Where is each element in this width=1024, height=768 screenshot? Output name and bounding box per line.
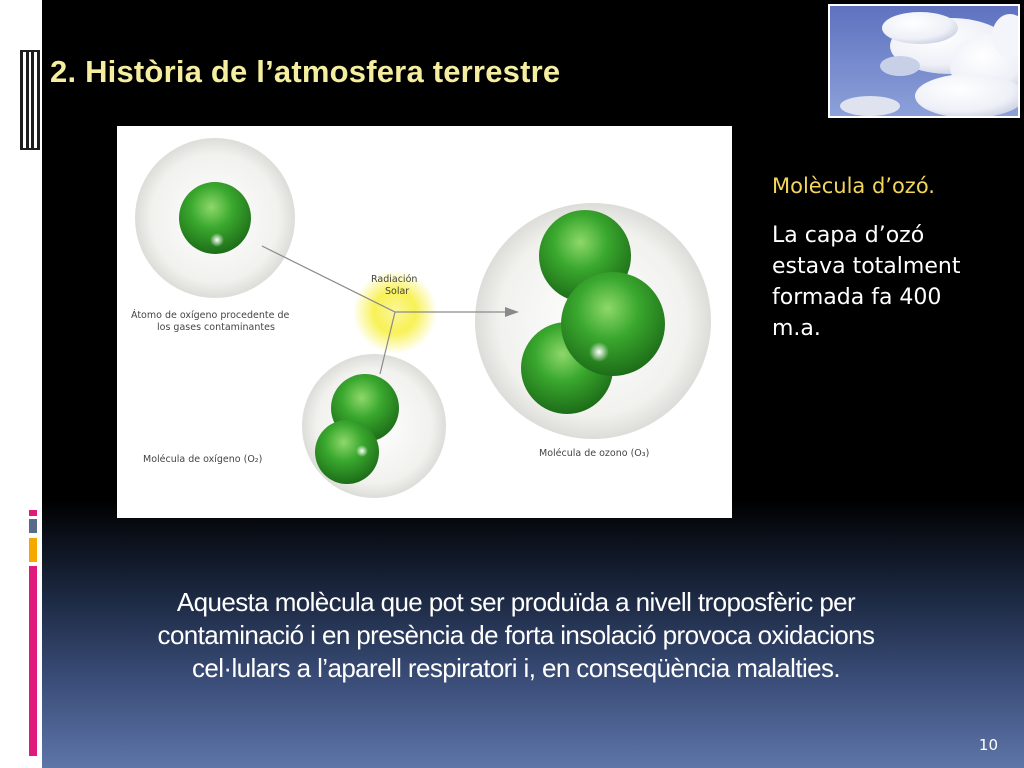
ozone-formation-diagram	[117, 126, 732, 518]
atom-label-line2: los gases contaminantes	[157, 322, 275, 333]
o3-label: Molécula de ozono (O₃)	[539, 448, 650, 459]
decorative-bars	[0, 0, 42, 768]
caption-title: Molècula d’ozó.	[772, 174, 935, 198]
radiation-label-line2: Solar	[385, 286, 410, 297]
o2-atom-2	[315, 420, 379, 484]
page-number: 10	[978, 736, 998, 754]
body-line-2: contaminació i en presència de forta insolació provoca oxidacions	[157, 620, 875, 650]
clouds-photo	[828, 4, 1020, 118]
o3-atom-2	[561, 272, 665, 376]
atom-label-line1: Átomo de oxígeno procedente de	[131, 310, 290, 321]
body-line-3: cel·lulars a l’aparell respiratori i, en conseqüència malalties.	[191, 653, 841, 683]
caption-text: La capa d’ozó estava totalment formada fa 400 m.a.	[772, 223, 961, 341]
body-paragraph	[90, 586, 942, 685]
slide-title: 2. Història de l’atmosfera terrestre	[50, 54, 561, 89]
o2-label: Molécula de oxígeno (O₂)	[143, 454, 263, 465]
radiation-label-line1: Radiación	[371, 274, 418, 285]
body-line-1: Aquesta molècula que pot ser produïda a nivell troposfèric per	[176, 587, 856, 617]
